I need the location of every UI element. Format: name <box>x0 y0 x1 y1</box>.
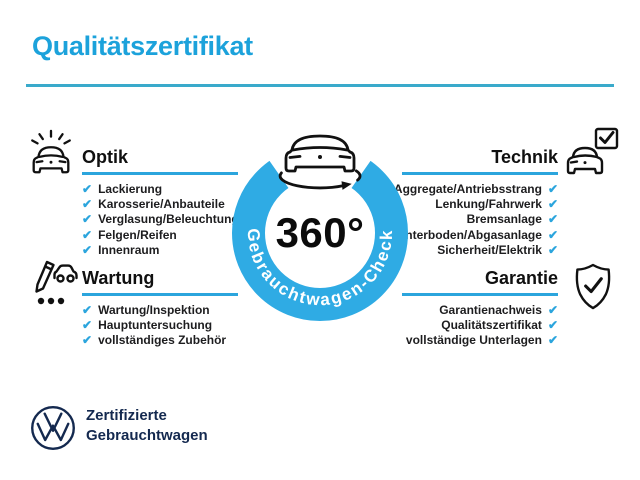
section-technik <box>393 146 558 258</box>
list-item <box>82 243 238 258</box>
check-icon: ✔ <box>82 212 93 227</box>
vw-logo <box>29 404 77 452</box>
section-title: Wartung <box>82 268 155 288</box>
section-optik <box>82 146 238 258</box>
list-item-label: Wartung/Inspektion <box>98 303 210 317</box>
check-icon: ✔ <box>547 182 558 196</box>
degree-label: 360° <box>275 209 365 256</box>
check-icon: ✔ <box>82 197 93 212</box>
list-item-label: Sicherheit/Elektrik <box>437 242 542 257</box>
check-icon: ✔ <box>82 318 93 333</box>
brand-text <box>86 406 208 446</box>
list-item <box>402 318 558 333</box>
checklist <box>82 182 238 258</box>
list-item <box>402 243 558 258</box>
list-item-label: Lenkung/Fahrwerk <box>435 197 542 212</box>
list-item <box>82 212 238 227</box>
section-underline <box>82 172 238 175</box>
section-underline <box>82 293 238 296</box>
check-icon: ✔ <box>547 227 558 242</box>
page-title: Qualitätszertifikat <box>32 31 253 61</box>
checklist <box>393 182 558 258</box>
list-item <box>82 303 238 318</box>
section-underline <box>402 293 558 296</box>
section-underline <box>402 172 558 175</box>
check-icon: ✔ <box>547 197 558 212</box>
car-checkbox-icon <box>563 127 621 179</box>
check-icon: ✔ <box>547 212 558 227</box>
list-item-label: Bremsanlage <box>466 212 542 227</box>
check-icon: ✔ <box>82 182 93 196</box>
list-item <box>82 197 238 212</box>
car-shine-icon <box>26 127 76 179</box>
list-item <box>82 182 238 197</box>
checklist <box>82 303 238 349</box>
list-item <box>402 197 558 212</box>
section-title: Optik <box>82 147 129 167</box>
check-icon: ✔ <box>82 333 93 348</box>
list-item-label: vollständige Unterlagen <box>405 333 542 348</box>
section-title: Garantie <box>484 268 558 288</box>
list-item <box>396 227 558 243</box>
list-item <box>82 318 238 333</box>
check-icon: ✔ <box>547 303 558 317</box>
brand-line1: Zertifizierte <box>86 407 167 424</box>
list-item-label: Felgen/Reifen <box>98 227 177 242</box>
list-item-label: Innenraum <box>98 242 160 257</box>
list-item-label: Karosserie/Anbauteile <box>98 197 225 212</box>
list-item-label: Verglasung/Beleuchtung <box>98 212 239 227</box>
list-item-label: vollständiges Zubehör <box>98 333 227 348</box>
list-item <box>402 212 558 227</box>
car-rotate-icon <box>272 124 368 194</box>
list-item <box>82 228 238 243</box>
list-item-label: Garantienachweis <box>439 303 542 317</box>
check-icon: ✔ <box>547 333 558 348</box>
list-item <box>82 333 238 348</box>
list-item <box>393 182 558 197</box>
check-icon: ✔ <box>82 303 93 317</box>
section-wartung <box>82 267 238 349</box>
list-item-label: Lackierung <box>98 182 163 196</box>
checklist <box>402 303 558 349</box>
list-item-label: Hauptuntersuchung <box>98 318 213 333</box>
top-divider <box>26 84 614 87</box>
check-icon: ✔ <box>82 242 93 257</box>
service-checklist-icon <box>26 257 78 309</box>
list-item <box>402 333 558 348</box>
check-icon: ✔ <box>82 227 93 242</box>
list-item-label: Unterboden/Abgasanlage <box>396 227 542 242</box>
list-item <box>402 303 558 318</box>
section-title: Technik <box>491 147 558 167</box>
check-icon: ✔ <box>547 318 558 333</box>
section-garantie <box>402 267 558 349</box>
brand-line2: Gebrauchtwagen <box>86 427 208 444</box>
shield-check-icon <box>571 261 615 313</box>
ring-label: Gebrauchtwagen-Check <box>243 228 397 310</box>
list-item-label: Aggregate/Antriebsstrang <box>393 182 542 196</box>
list-item-label: Qualitätszertifikat <box>441 318 542 333</box>
check-icon: ✔ <box>547 242 558 257</box>
